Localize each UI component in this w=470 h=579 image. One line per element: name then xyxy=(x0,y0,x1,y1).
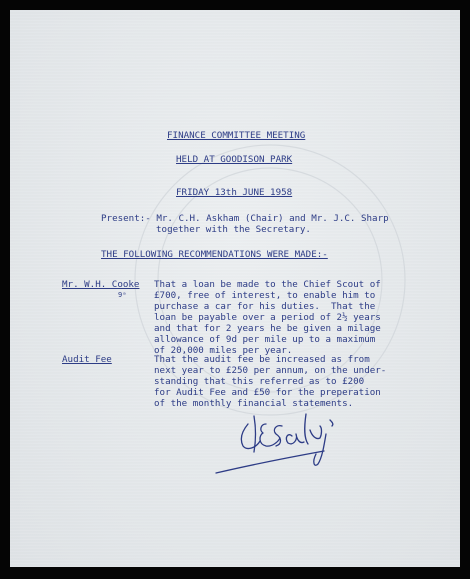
present-line-2: together with the Secretary. xyxy=(156,224,311,235)
document-page xyxy=(10,10,460,567)
present-line-1: Present:- Mr. C.H. Askham (Chair) and Mr. J.C. Sharp xyxy=(101,213,389,224)
meeting-location: HELD AT GOODISON PARK xyxy=(176,154,293,165)
item-line: purchase a car for his duties. That the xyxy=(154,301,376,312)
item-line: That the audit fee be increased as from xyxy=(154,354,370,365)
item-line: next year to £250 per annum, on the under- xyxy=(154,365,387,376)
item-line: standing that this referred as to £200 xyxy=(154,376,365,387)
item-line: That a loan be made to the Chief Scout of xyxy=(154,279,381,290)
item-line: and that for 2 years he be given a milage xyxy=(154,323,381,334)
meeting-date: FRIDAY 13th JUNE 1958 xyxy=(176,187,293,198)
item-line: loan be payable over a period of 2½ years xyxy=(154,312,381,323)
item-line: £700, free of interest, to enable him to xyxy=(154,290,376,301)
handwritten-signature xyxy=(10,10,460,567)
recommendations-heading: THE FOLLOWING RECOMMENDATIONS WERE MADE:- xyxy=(101,249,328,260)
item-label-audit-fee: Audit Fee xyxy=(62,354,112,365)
meeting-title: FINANCE COMMITTEE MEETING xyxy=(167,130,306,141)
item-line: for Audit Fee and £50 for the preperation xyxy=(154,387,381,398)
item-line: of the monthly financial statements. xyxy=(154,398,354,409)
item-ref-cooke: 9ᵃ xyxy=(118,291,127,299)
item-line: of 20,000 miles per year. xyxy=(154,345,293,356)
item-label-cooke: Mr. W.H. Cooke xyxy=(62,279,140,290)
item-line: allowance of 9d per mile up to a maximum xyxy=(154,334,376,345)
